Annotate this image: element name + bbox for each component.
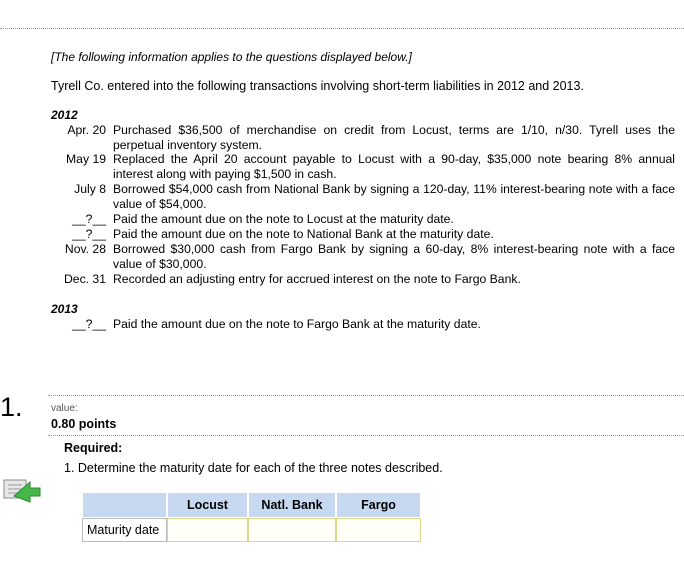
transaction-text: Recorded an adjusting entry for accrued interest on the note to Fargo Bank. — [113, 272, 521, 286]
top-divider — [0, 28, 684, 29]
question-number: 1. — [0, 392, 23, 422]
transaction-row — [40, 182, 675, 211]
transaction-row — [40, 242, 675, 271]
question-divider-top — [48, 395, 684, 396]
transaction-date: __?__ — [72, 317, 106, 331]
required-title: Required: — [64, 441, 123, 455]
fargo-maturity-input[interactable] — [337, 520, 420, 540]
maturity-table — [82, 492, 421, 542]
table-row — [82, 518, 421, 542]
column-header-fargo: Fargo — [336, 492, 421, 518]
column-header-locust: Locust — [167, 492, 248, 518]
transaction-text: Borrowed $54,000 cash from National Bank by signing a 120-day, 11% interest-bearing note with a face value of $54,000. — [113, 182, 675, 211]
year-2012-label: 2012 — [51, 108, 78, 122]
natl-bank-maturity-input[interactable] — [249, 520, 335, 540]
locust-maturity-input-cell — [167, 518, 248, 542]
transaction-text: Borrowed $30,000 cash from Fargo Bank by signing a 60-day, 8% interest-bearing note with a face value of $30,000. — [113, 242, 675, 271]
question-divider-bottom — [48, 435, 684, 436]
transaction-text: Paid the amount due on the note to National Bank at the maturity date. — [113, 227, 494, 241]
fargo-maturity-input-cell — [336, 518, 421, 542]
value-label: value: — [51, 403, 78, 414]
natl-bank-maturity-input-cell — [248, 518, 336, 542]
transaction-date: Apr. 20 — [67, 123, 106, 137]
lead-text: Tyrell Co. entered into the following transactions involving short-term liabilities in 2012 and 2013. — [51, 79, 584, 93]
transaction-row — [40, 212, 675, 227]
transaction-date: May 19 — [66, 152, 106, 166]
transaction-date: __?__ — [72, 227, 106, 241]
transaction-date: Dec. 31 — [63, 272, 106, 286]
transaction-date: __?__ — [72, 212, 106, 226]
table-corner-cell — [82, 492, 167, 518]
transaction-text: Replaced the April 20 account payable to Locust with a 90-day, $35,000 note bearing 8% annual interest along with paying $1,500 in cash. — [113, 152, 675, 181]
transaction-row — [40, 123, 675, 152]
points-value: 0.80 points — [51, 417, 117, 431]
transaction-date: July 8 — [74, 182, 106, 196]
transaction-text: Paid the amount due on the note to Locust at the maturity date. — [113, 212, 454, 226]
transaction-row — [40, 272, 675, 287]
transaction-row — [40, 227, 675, 242]
transaction-row — [40, 152, 675, 181]
transaction-text: Paid the amount due on the note to Fargo Bank at the maturity date. — [113, 317, 481, 331]
transaction-text: Purchased $36,500 of merchandise on credit from Locust, terms are 1/10, n/30. Tyrell uses the perpetual inventory system. — [113, 123, 675, 152]
intro-note: [The following information applies to the questions displayed below.] — [51, 50, 412, 64]
locust-maturity-input[interactable] — [168, 520, 247, 540]
required-item: 1. Determine the maturity date for each of the three notes described. — [64, 461, 443, 475]
year-2013-label: 2013 — [51, 302, 78, 316]
row-label-maturity-date: Maturity date — [82, 518, 167, 542]
transaction-row — [40, 317, 675, 332]
document-with-green-arrow-icon[interactable] — [0, 470, 42, 510]
transaction-date: Nov. 28 — [64, 242, 106, 256]
column-header-natl-bank: Natl. Bank — [248, 492, 336, 518]
table-header-row — [82, 492, 421, 518]
